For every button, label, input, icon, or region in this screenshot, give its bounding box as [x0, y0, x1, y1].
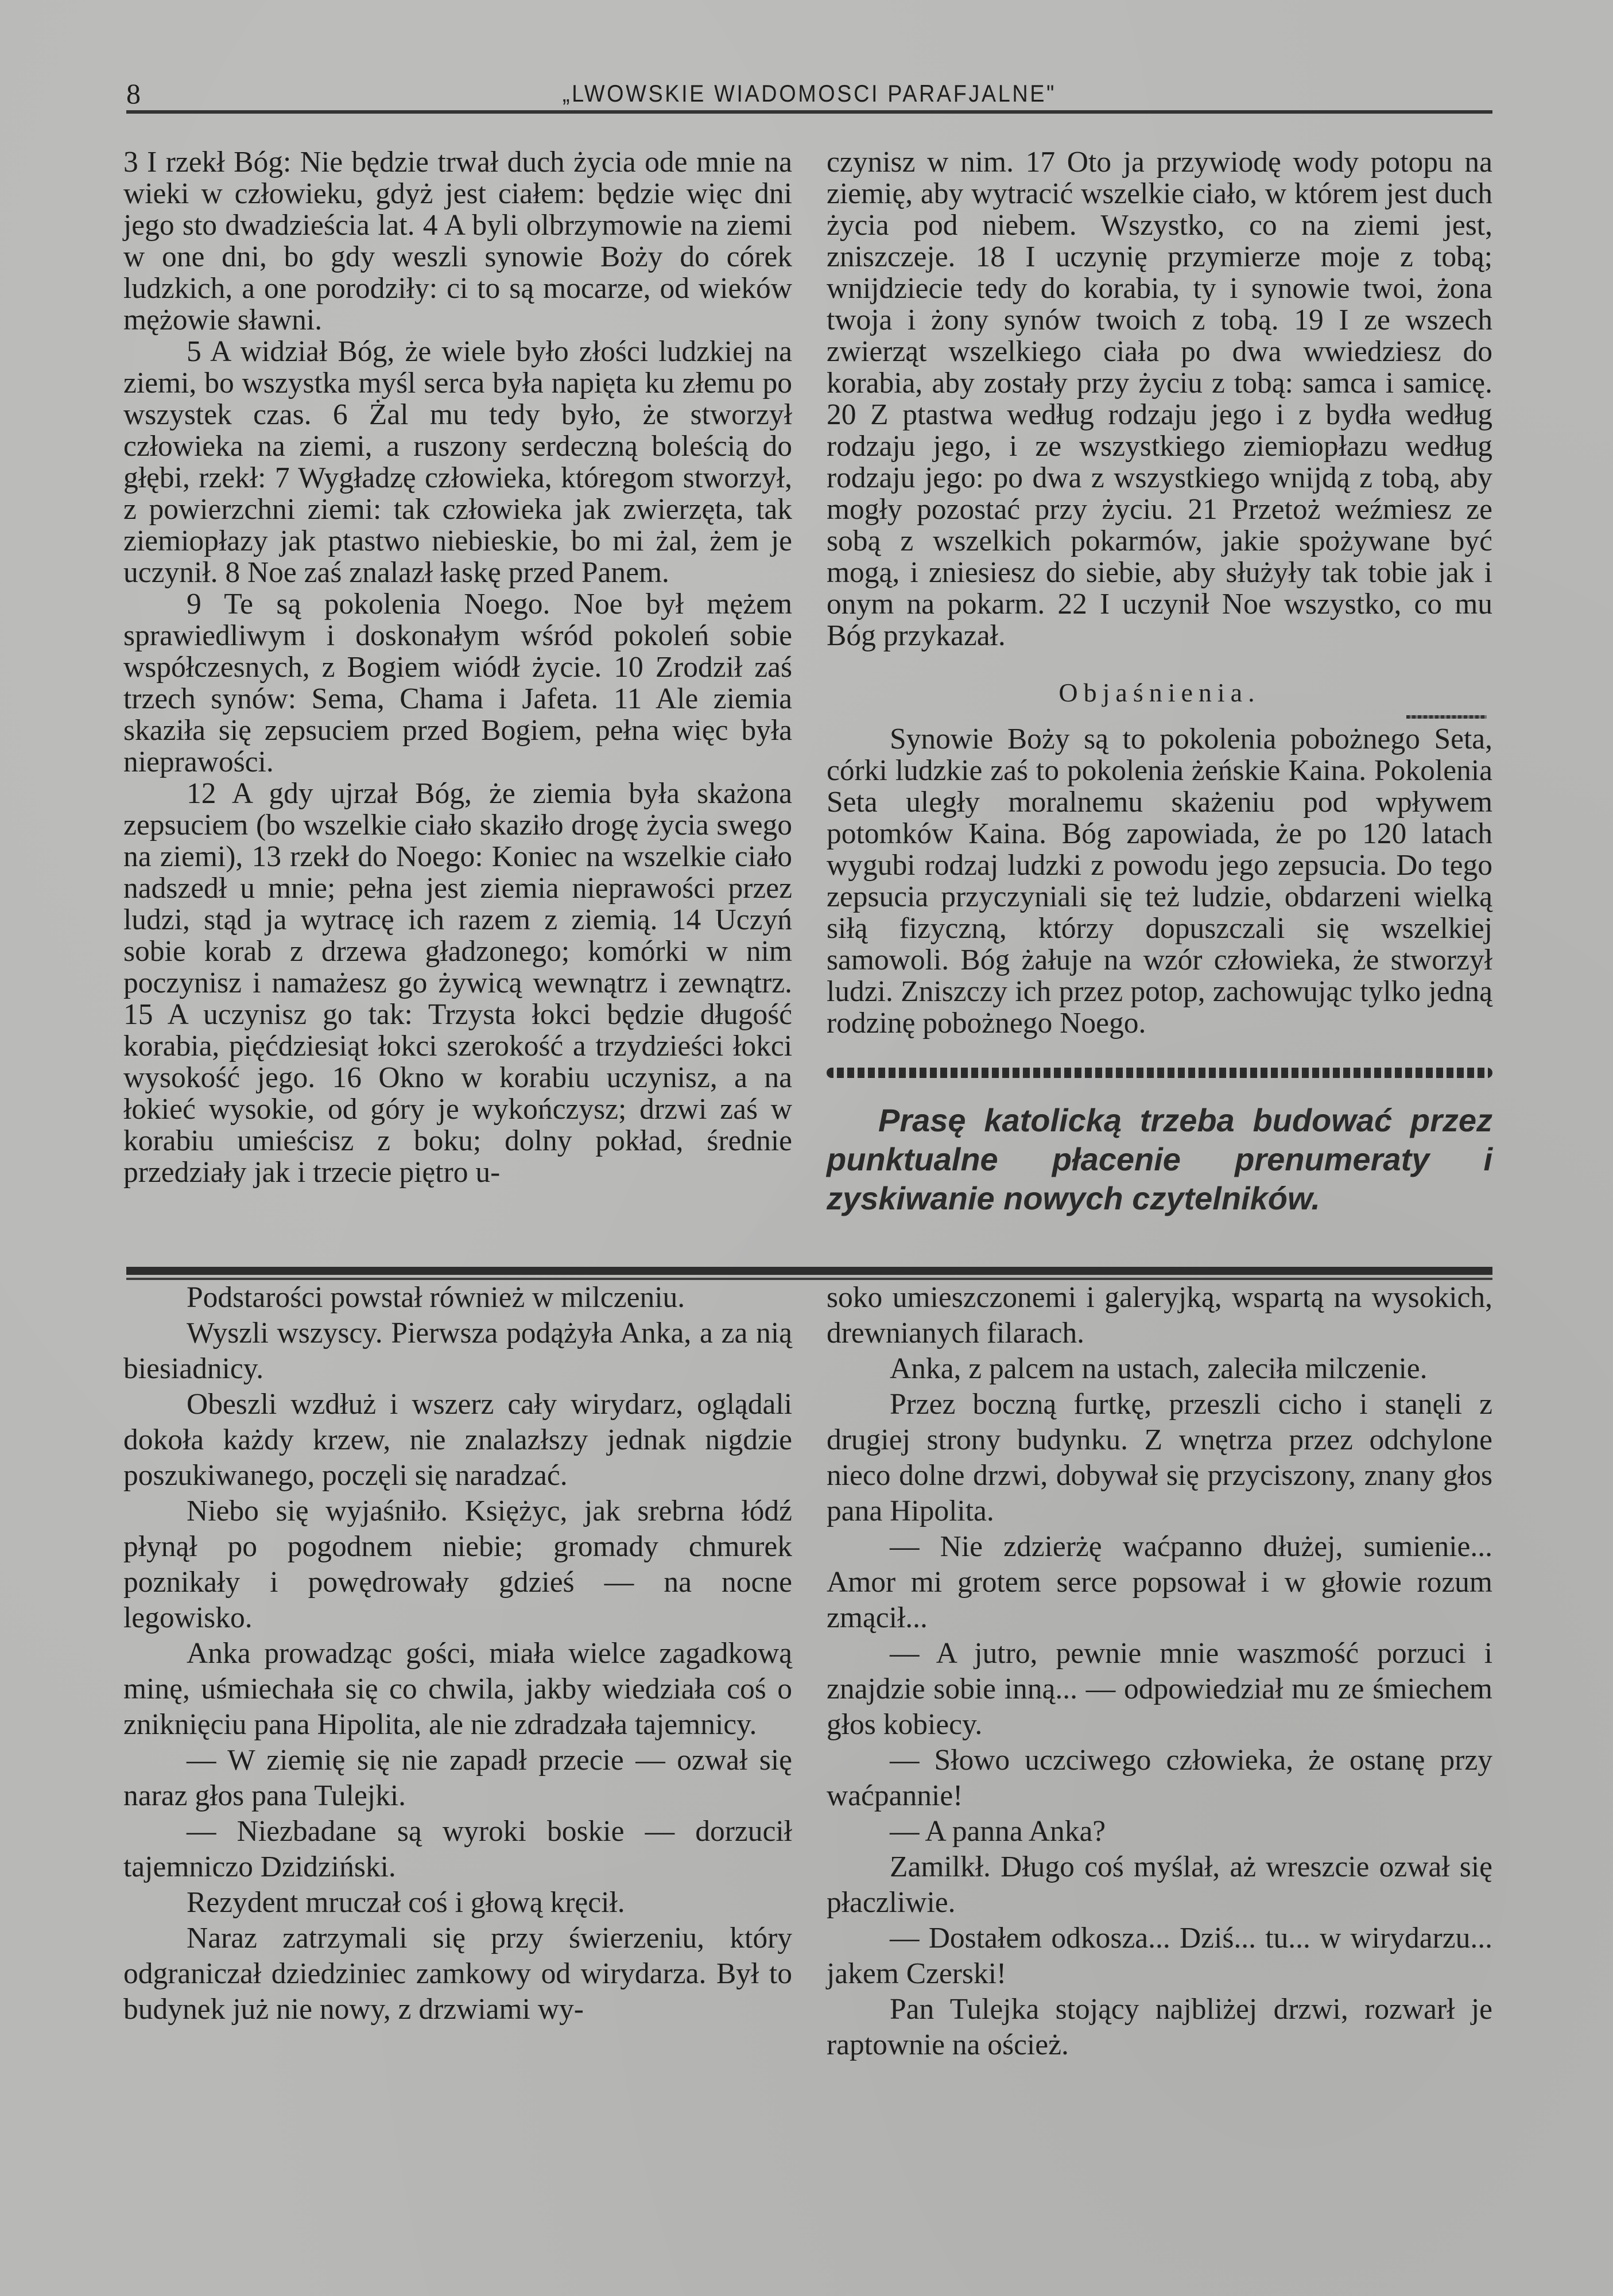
scripture-left-column [123, 146, 792, 1188]
page-number: 8 [126, 77, 141, 110]
story-paragraph: — A jutro, pewnie mnie waszmość porzuci i znajdzie sobie inną... — odpowiedział mu ze śmiechem głos kobiecy. [827, 1637, 1492, 1741]
scripture-paragraph: 9 Te są pokolenia Noego. Noe był mężem sprawiedliwym i doskonałym wśród pokoleń sobie współczesnych, z Bogiem wiódł życie. 10 Zrodził zaś trzech synów: Sema, Chama i Jafeta. 11 Ale ziemia skaziła się zepsuciem przed Bogiem, pełna więc była nieprawości. [123, 588, 792, 778]
story-paragraph: — Dostałem odkosza... Dziś... tu... w wirydarzu... jakem Czerski! [827, 1922, 1492, 1990]
promo-notice [827, 1101, 1492, 1218]
promo-text: Prasę katolicką trzeba budować przez punktualne płacenie prenumeraty i zyskiwanie nowych czytelników. [827, 1102, 1492, 1216]
section-divider-thick [126, 1267, 1492, 1275]
story-paragraph: Pan Tulejka stojący najbliżej drzwi, rozwarł je raptownie na oścież. [827, 1993, 1492, 2061]
scripture-paragraph: 12 A gdy ujrzał Bóg, że ziemia była skażona zepsuciem (bo wszelkie ciało skaziło drogę życia swego na ziemi), 13 rzekł do Noego: Koniec na wszelkie ciało nadszedł u mnie; pełna jest ziemia nieprawości przez ludzi, stąd ja wytracę ich razem z ziemią. 14 Uczyń sobie korab z drzewa gładzonego; komórki w nim poczynisz i namażesz go żywicą wewnątrz i zewnątrz. 15 A uczynisz go tak: Trzysta łokci będzie długość korabia, pięćdziesiąt łokci szerokość a trzydzieści łokci wysokość jego. 16 Okno w korabiu uczynisz, a na łokieć wysokie, od góry je wykończysz; drzwi zaś w korabiu umieścisz z boku; dolny pokład, średnie przedziały jak i trzecie piętro u- [123, 777, 792, 1189]
story-paragraph: Anka, z palcem na ustach, zaleciła milczenie. [890, 1352, 1428, 1385]
story-paragraph: Podstarości powstał również w milczeniu. [187, 1281, 685, 1314]
explanations-paragraph: Synowie Boży są to pokolenia pobożnego Seta, córki ludzkie zaś to pokolenia żeńskie Kaina. Pokolenia Seta uległy moralnemu skażeniu pod wpływem potomków Kaina. Bóg zapowiada, że po 120 latach wygubi rodzaj ludzki z powodu jego zepsucia. Do tego zepsucia przyczyniali się też ludzie, obdarzeni wielką siłą fizyczną, którzy dopuszczali się wszelkiej samowoli. Bóg żałuje na wzór człowieka, że stworzył ludzi. Zniszczy ich przez potop, zachowując tylko jedną rodzinę pobożnego Noego. [827, 723, 1492, 1040]
story-paragraph: Wyszli wszyscy. Pierwsza podążyła Anka, a za nią biesiadnicy. [123, 1317, 792, 1385]
story-right-column [827, 1280, 1492, 2063]
story-paragraph: Anka prowadząc gości, miała wielce zagadkową minę, uśmiechała się co chwila, jakby wiedziała coś o zniknięciu pana Hipolita, ale nie zdradzała tajemnicy. [123, 1637, 792, 1741]
story-paragraph: — Nie zdzierżę waćpanno dłużej, sumienie... Amor mi grotem serce popsował i w głowie rozum zmącił... [827, 1530, 1492, 1634]
story-paragraph: — A panna Anka? [890, 1815, 1106, 1848]
story-paragraph: — Słowo uczciwego człowieka, że ostanę przy waćpannie! [827, 1744, 1492, 1812]
scripture-paragraph: 3 I rzekł Bóg: Nie będzie trwał duch życia ode mnie na wieki w człowieku, gdyż jest ciałem: będzie więc dni jego sto dwadzieścia lat. 4 A byli olbrzymowie na ziemi w one dni, bo gdy weszli synowie Boży do córek ludzkich, a one porodziły: ci to są mocarze, od wieków mężowie sławni. [123, 146, 792, 336]
story-paragraph: Przez boczną furtkę, przeszli cicho i stanęli z drugiej strony budynku. Z wnętrza przez odchylone nieco dolne drzwi, dobywał się przyciszony, znany głos pana Hipolita. [827, 1388, 1492, 1527]
header-rule [126, 110, 1492, 114]
running-title: „LWOWSKIE WIADOMOSCI PARAFJALNE" [562, 80, 1057, 107]
story-paragraph: Zamilkł. Długo coś myślał, aż wreszcie ozwał się płaczliwie. [827, 1851, 1492, 1919]
story-paragraph: soko umieszczonemi i galeryjką, wspartą na wysokich, drewnianych filarach. [827, 1281, 1492, 1349]
page-header [126, 73, 1492, 114]
explanations-heading: Objaśnienia. [1058, 678, 1261, 707]
heading-ornament-rule [1406, 715, 1487, 719]
story-paragraph: Rezydent mruczał coś i głową kręcił. [187, 1886, 625, 1919]
story-paragraph: Naraz zatrzymali się przy świerzeniu, który odgraniczał dziedziniec zamkowy od wirydarza. Był to budynek już nie nowy, z drzwiami wy- [123, 1922, 792, 2026]
scripture-right-column [827, 146, 1492, 1218]
story-paragraph: Obeszli wzdłuż i wszerz cały wirydarz, oglądali dokoła każdy krzew, nie znalazłszy jednak nigdzie poszukiwanego, poczęli się naradzać. [123, 1388, 792, 1492]
story-paragraph: — Niezbadane są wyroki boskie — dorzucił tajemniczo Dzidziński. [123, 1815, 792, 1883]
story-paragraph: Niebo się wyjaśniło. Księżyc, jak srebrna łódź płynął po pogodnem niebie; gromady chmurek poznikały i powędrowały gdzieś — na nocne legowisko. [123, 1495, 792, 1634]
scripture-paragraph: czynisz w nim. 17 Oto ja przywiodę wody potopu na ziemię, aby wytracić wszelkie ciało, w którem jest duch życia pod niebem. Wszystko, co na ziemi jest, zniszczeje. 18 I uczynię przymierze moje z tobą; wnijdziecie tedy do korabia, ty i synowie twoi, żona twoja i żony synów twoich z tobą. 19 I ze wszech zwierząt wszelkiego ciała po dwa wwiedziesz do korabia, aby zostały przy życiu z tobą: samca i samicę. 20 Z ptastwa według rodzaju jego i z bydła według rodzaju jego, i ze wszystkiego ziemiopłazu według rodzaju jego: po dwa z wszystkiego wnijdą z tobą, aby mogły pozostać przy życiu. 21 Przetoż weźmiesz ze sobą z wszelkich pokarmów, jakie spożywane być mogą, i zniesiesz do siebie, aby służyły tak tobie jak i onym na pokarm. 22 I uczynił Noe wszystko, co mu Bóg przykazał. [827, 146, 1492, 652]
story-paragraph: — W ziemię się nie zapadł przecie — ozwał się naraz głos pana Tulejki. [123, 1744, 792, 1812]
scripture-paragraph: 5 A widział Bóg, że wiele było złości ludzkiej na ziemi, bo wszystka myśl serca była napięta ku złemu po wszystek czas. 6 Żal mu tedy było, że stworzył człowieka na ziemi, a ruszony serdeczną boleścią do głębi, rzekł: 7 Wygładzę człowieka, któregom stworzył, z powierzchni ziemi: tak człowieka jak zwierzęta, tak ziemiopłazy jak ptastwo niebieskie, bo mi żal, żem je uczynił. 8 Noe zaś znalazł łaskę przed Panem. [123, 335, 792, 589]
ornamental-divider [827, 1068, 1492, 1078]
story-left-column [123, 1280, 792, 2027]
